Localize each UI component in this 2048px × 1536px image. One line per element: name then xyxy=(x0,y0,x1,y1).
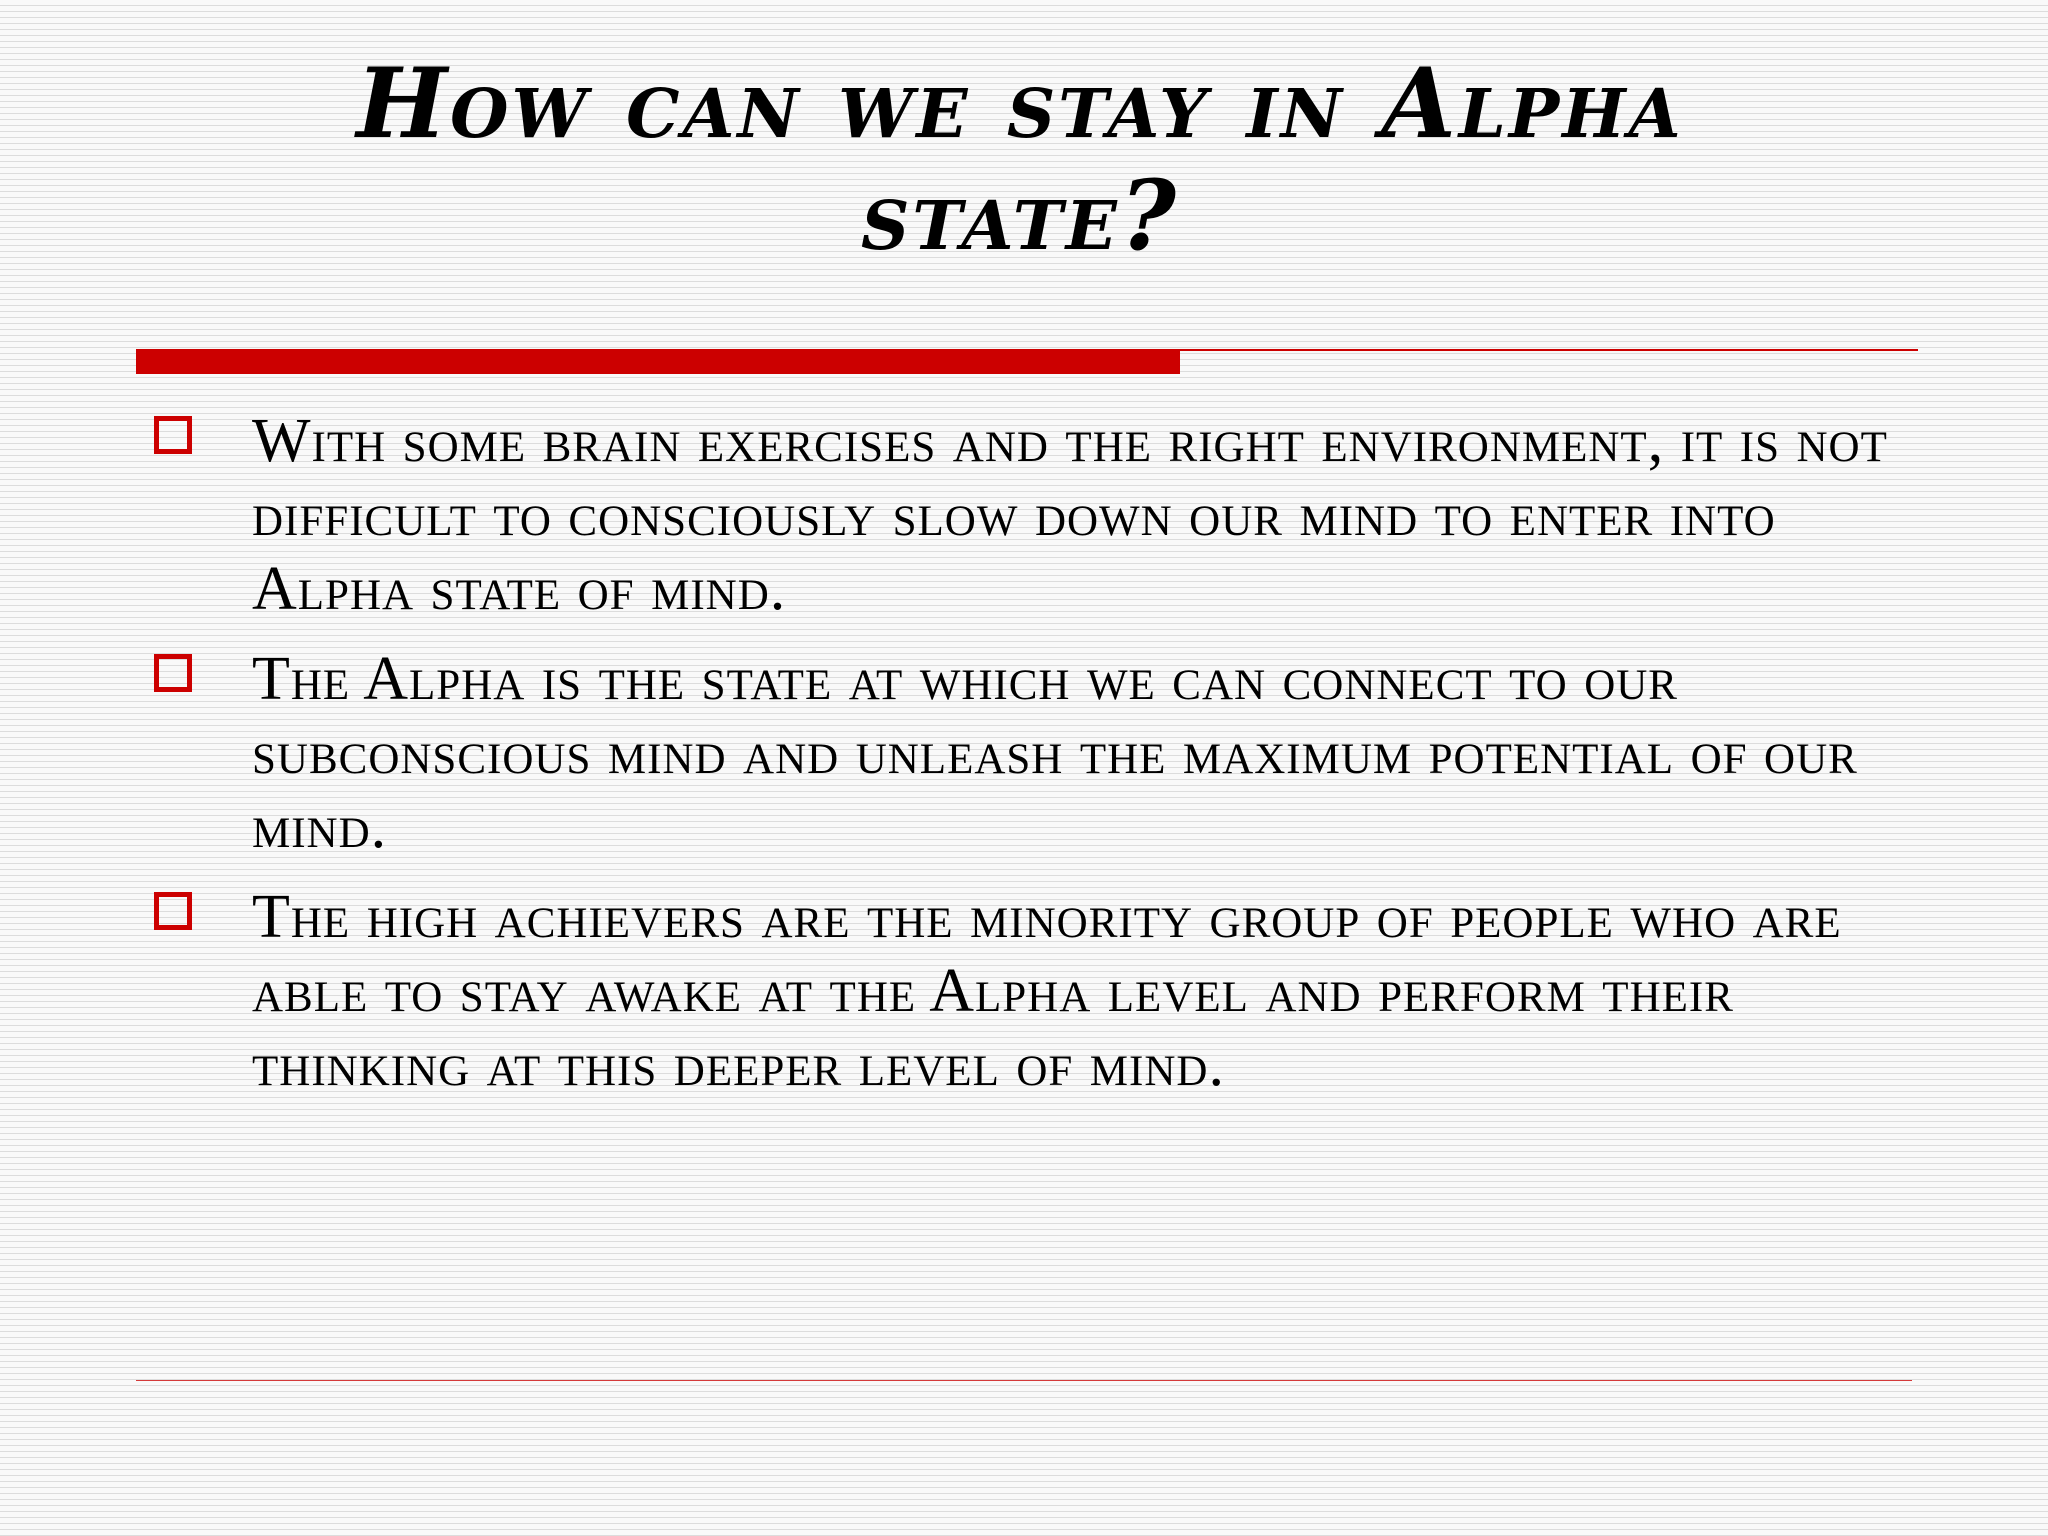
bullet-text: The high achievers are the minority group of people who are able to stay awake at the Alpha level and perform their thinking at this deeper level of mind. xyxy=(252,883,1842,1099)
hollow-square-bullet-icon xyxy=(154,416,192,454)
slide-title: How can we stay in Alpha state? xyxy=(356,47,1684,272)
bullet-item xyxy=(0,880,2048,1102)
bullet-text: The Alpha is the state at which we can connect to our subconscious mind and unleash the maximum potential of our mind. xyxy=(252,645,1858,861)
bullet-item xyxy=(0,642,2048,864)
title-underline-thin xyxy=(1180,349,1918,351)
hollow-square-bullet-icon xyxy=(154,892,192,930)
bullet-list xyxy=(0,404,2048,1118)
footer-divider xyxy=(136,1380,1912,1381)
hollow-square-bullet-icon xyxy=(154,654,192,692)
bullet-text: With some brain exercises and the right environment, it is not difficult to consciously slow down our mind to enter into Alpha state of mind. xyxy=(252,407,1888,623)
title-underline-thick xyxy=(136,349,1180,374)
bullet-item xyxy=(0,404,2048,626)
